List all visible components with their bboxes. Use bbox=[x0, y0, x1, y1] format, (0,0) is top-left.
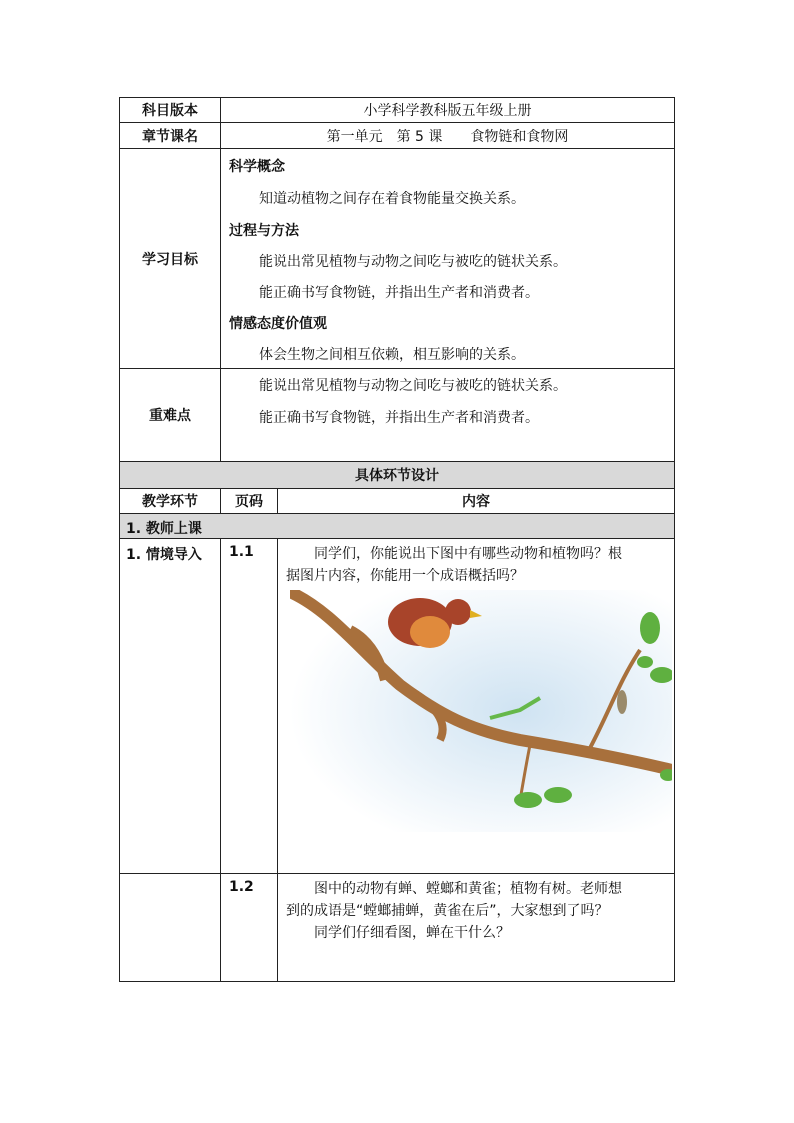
key-cell bbox=[220, 368, 675, 462]
step-cell: 1. 情境导入 bbox=[119, 538, 221, 874]
section-row: 1. 教师上课 bbox=[119, 513, 675, 539]
page-number: 1.2 bbox=[220, 873, 278, 982]
content-line: 同学们仔细看图，蝉在干什么？ bbox=[314, 925, 510, 941]
content-cell bbox=[277, 873, 675, 982]
edition-value: 小学科学教科版五年级上册 bbox=[220, 97, 675, 123]
goal-text: 能正确书写食物链，并指出生产者和消费者。 bbox=[259, 285, 539, 301]
key-text: 能正确书写食物链，并指出生产者和消费者。 bbox=[259, 410, 539, 426]
design-title: 具体环节设计 bbox=[119, 461, 675, 489]
cicada bbox=[617, 690, 627, 714]
page-number: 1.1 bbox=[220, 538, 278, 874]
mantis-cicada-oriole-illustration bbox=[290, 590, 672, 832]
content-line: 到的成语是“螳螂捕蝉，黄雀在后”，大家想到了吗？ bbox=[286, 903, 609, 919]
header-page: 页码 bbox=[220, 488, 278, 514]
goals-cell bbox=[220, 148, 675, 369]
content-line: 据图片内容，你能用一个成语概括吗？ bbox=[286, 568, 524, 584]
goal-heading: 情感态度价值观 bbox=[229, 316, 327, 332]
header-step: 教学环节 bbox=[119, 488, 221, 514]
content-line: 同学们，你能说出下图中有哪些动物和植物吗？根 bbox=[314, 546, 622, 562]
chapter-label: 章节课名 bbox=[119, 122, 221, 149]
chapter-value: 第一单元 第 5 课 食物链和食物网 bbox=[220, 122, 675, 149]
goal-text: 体会生物之间相互依赖，相互影响的关系。 bbox=[259, 347, 525, 363]
goal-text: 知道动植物之间存在着食物能量交换关系。 bbox=[259, 191, 525, 207]
content-cell bbox=[277, 538, 675, 874]
goal-heading: 科学概念 bbox=[229, 159, 285, 175]
edition-label: 科目版本 bbox=[119, 97, 221, 123]
header-content: 内容 bbox=[277, 488, 675, 514]
key-label: 重难点 bbox=[119, 368, 221, 462]
content-line: 图中的动物有蝉、螳螂和黄雀；植物有树。老师想 bbox=[314, 881, 622, 897]
key-text: 能说出常见植物与动物之间吃与被吃的链状关系。 bbox=[259, 378, 567, 394]
step-cell-empty bbox=[119, 873, 221, 982]
goal-heading: 过程与方法 bbox=[229, 223, 299, 239]
goals-label: 学习目标 bbox=[119, 148, 221, 369]
goal-text: 能说出常见植物与动物之间吃与被吃的链状关系。 bbox=[259, 254, 567, 270]
